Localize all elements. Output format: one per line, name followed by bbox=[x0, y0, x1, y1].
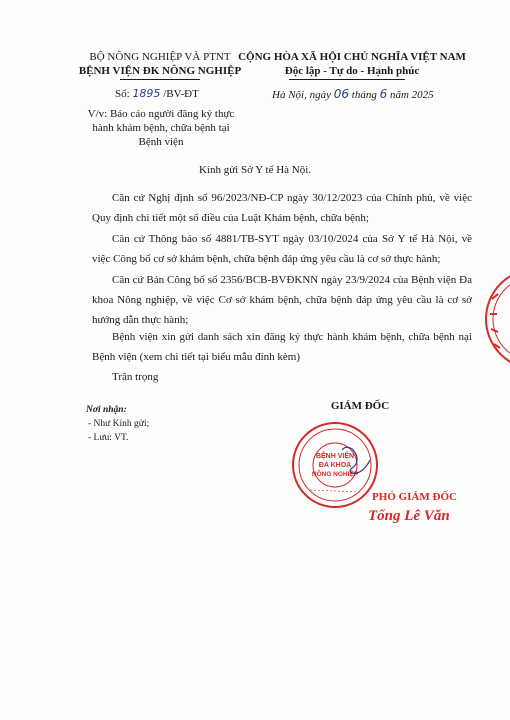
document-number bbox=[115, 87, 199, 100]
signer-name: Tống Lê Văn bbox=[368, 508, 450, 524]
date-month-label: tháng bbox=[351, 89, 377, 101]
country-name: CỘNG HÒA XÃ HỘI CHỦ NGHĨA VIỆT NAM bbox=[238, 51, 466, 63]
signature-title: GIÁM ĐỐC bbox=[330, 400, 390, 412]
date-day: 06 bbox=[333, 87, 350, 101]
closing-text: Trân trọng bbox=[112, 371, 159, 383]
document-number-prefix: Số: bbox=[115, 88, 130, 100]
recipient-item: - Lưu: VT. bbox=[88, 433, 129, 443]
seal-text: BỆNH VIỆN bbox=[315, 453, 355, 460]
body-paragraph-2: Căn cứ Thông báo số 4881/TB-SYT ngày 03/10/2024 của Sở Y tế Hà Nội, về việc Công bố cơ sở khám bệnh, chữa bệnh đáp ứng yêu cầu là cơ sở thực hành; bbox=[92, 233, 472, 265]
salutation: Kính gửi Sở Y tế Hà Nội. bbox=[198, 164, 312, 176]
document-subject: V/v: Báo cáo người đăng ký thực hành khám bệnh, chữa bệnh tại Bệnh viện bbox=[87, 108, 235, 148]
deputy-director-title: PHÓ GIÁM ĐỐC bbox=[372, 491, 457, 503]
date-place: Hà Nội, ngày bbox=[272, 89, 331, 101]
recipients-block bbox=[86, 403, 149, 445]
ministry-name: BỘ NÔNG NGHIỆP VÀ PTNT bbox=[89, 51, 231, 63]
recipients-title: Nơi nhận: bbox=[86, 405, 127, 415]
date-year: năm 2025 bbox=[389, 89, 434, 101]
document-number-value: 1895 bbox=[132, 87, 161, 100]
hospital-name: BỆNH VIỆN ĐK NÔNG NGHIỆP bbox=[78, 65, 242, 77]
edge-seal-icon bbox=[478, 264, 510, 374]
national-motto-block bbox=[236, 50, 468, 78]
motto: Độc lập - Tự do - Hạnh phúc bbox=[284, 65, 420, 77]
body-paragraph-3: Căn cứ Bản Công bố số 2356/BCB-BVĐKNN ngày 23/9/2024 của Bệnh viện Đa khoa Nông nghiệp, về việc Cơ sở khám bệnh, chữa bệnh đáp ứng yêu cầu là cơ sở hướng dẫn thực hành; bbox=[92, 274, 472, 326]
hospital-seal-icon bbox=[290, 420, 380, 510]
date-month: 6 bbox=[379, 87, 388, 101]
body-paragraph-4: Bệnh viện xin gửi danh sách xin đăng ký thực hành khám bệnh, chữa bệnh nại Bệnh viện (xem chi tiết tại biểu mẫu đính kèm) bbox=[92, 331, 472, 363]
issuer-divider bbox=[120, 79, 200, 80]
seal-text: ĐA KHOA bbox=[318, 462, 352, 469]
body-paragraph-1: Căn cứ Nghị định số 96/2023/NĐ-CP ngày 30/12/2023 của Chính phủ, về việc Quy định chi tiết một số điều của Luật Khám bệnh, chữa bệnh; bbox=[92, 192, 472, 224]
seal-text: NÔNG NGHIỆP bbox=[311, 471, 359, 478]
recipient-item: - Như Kính gửi; bbox=[88, 419, 150, 429]
issuer-block bbox=[60, 50, 260, 78]
motto-divider bbox=[289, 79, 405, 80]
document-date bbox=[272, 87, 434, 101]
document-number-suffix: /BV-ĐT bbox=[163, 88, 199, 100]
